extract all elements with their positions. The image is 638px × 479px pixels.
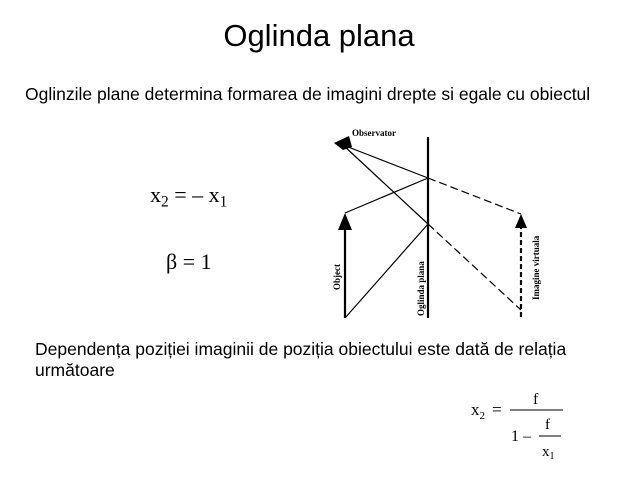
formula-inner-denominator: $x_1$: [542, 444, 555, 462]
formula-inner-numerator: f: [545, 417, 550, 433]
object-label: Object: [332, 264, 342, 290]
observer-label: Observator: [352, 128, 396, 138]
eq1-rhs-sub: 1: [219, 193, 228, 211]
dependence-text: Dependența poziției imaginii de poziția obiectului este dată de relația următoare: [35, 339, 567, 380]
formula-numerator: f: [533, 391, 539, 408]
slide-title: Oglinda plana: [223, 18, 415, 53]
virtual-image-label: Imagine virtuala: [531, 235, 541, 300]
eq1-lhs: x: [150, 182, 161, 207]
eq1-mid: = – x: [168, 182, 220, 207]
intro-text: Oglinzile plane determina formarea de imagini drepte si egale cu obiectul: [25, 84, 591, 104]
formula-equals: =: [492, 400, 502, 419]
mirror-label: Oglinda plana: [416, 261, 426, 316]
eq1-lhs-sub: 2: [161, 193, 169, 211]
formula-lhs: $x_2$: [471, 400, 485, 422]
formula-one-minus: 1 –: [511, 428, 531, 445]
magnification-equation: β = 1: [166, 249, 212, 274]
